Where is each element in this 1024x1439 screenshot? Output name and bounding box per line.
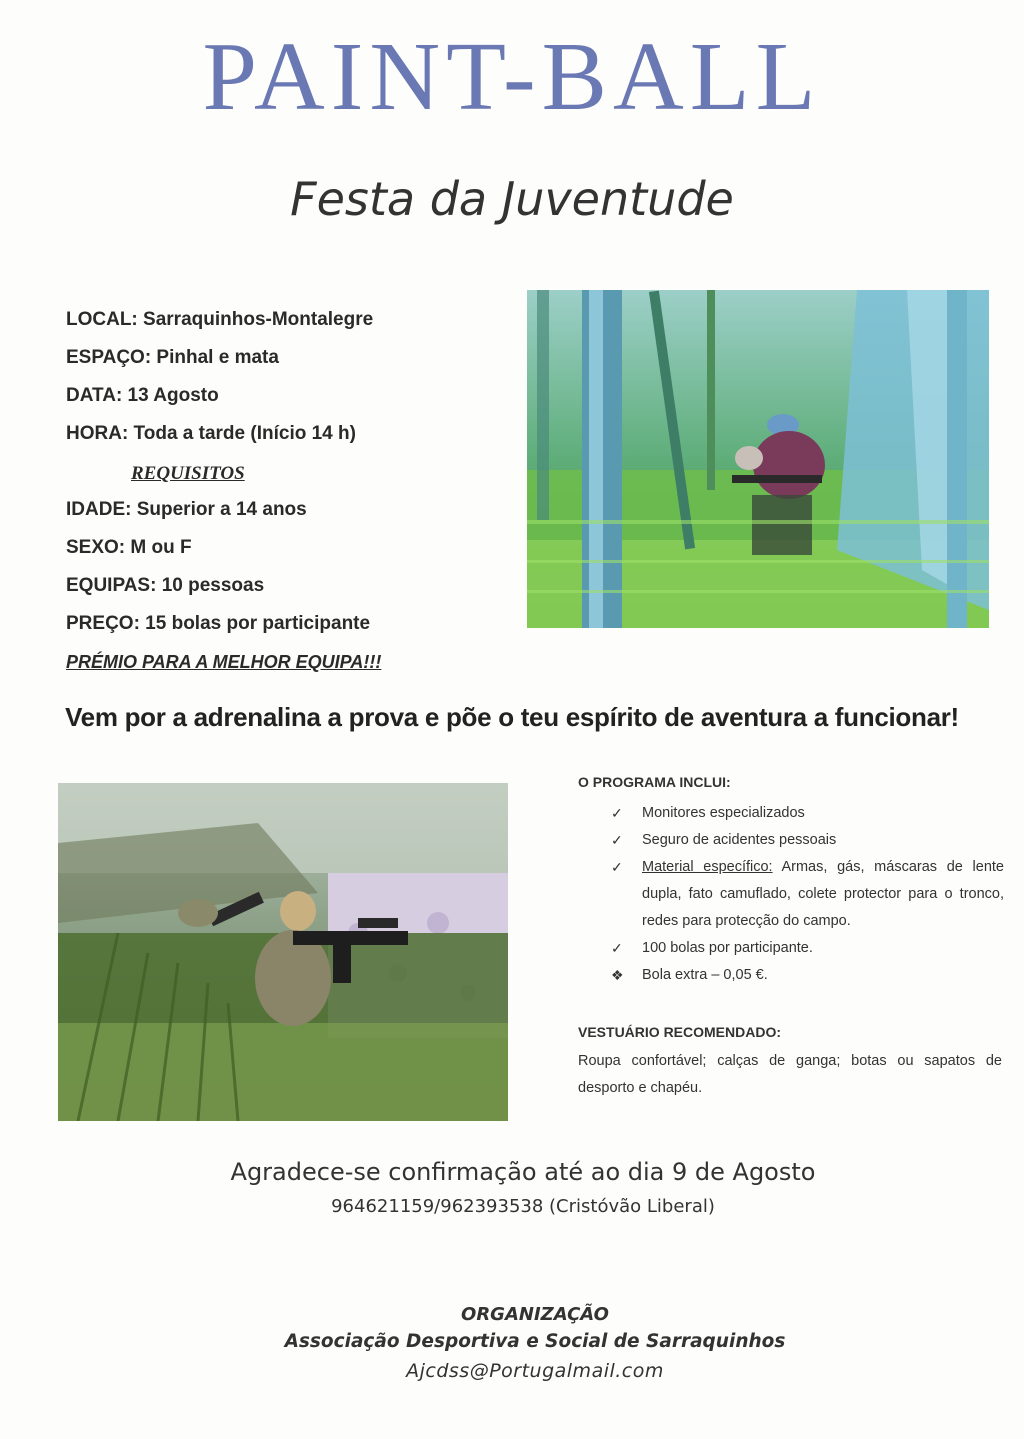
list-item [578, 962, 1004, 989]
confirmation-text: Agradece-se confirmação até ao dia 9 de Agosto [230, 1158, 816, 1186]
organization-email: Ajcdss@Portugalmail.com [406, 1360, 664, 1382]
diamond-bullet-icon: ❖ [611, 967, 624, 983]
camouflaged-player-photo [58, 783, 508, 1121]
clothing-heading: VESTUÁRIO RECOMENDADO: [578, 1024, 782, 1040]
program-item-text: Seguro de acidentes pessoais [642, 832, 837, 848]
program-item-text: Bola extra – 0,05 €. [642, 967, 768, 983]
info-equipas: EQUIPAS: 10 pessoas [66, 575, 265, 596]
organization-heading: ORGANIZAÇÃO [461, 1304, 609, 1325]
info-premio: PRÉMIO PARA A MELHOR EQUIPA!!! [66, 652, 382, 672]
tagline: Vem por a adrenalina a prova e põe o teu espírito de aventura a funcionar! [65, 702, 959, 732]
forest-paintball-photo [527, 290, 989, 628]
page-subtitle: Festa da Juventude [290, 172, 734, 226]
photo1-image [527, 290, 989, 628]
page-title: PAINT-BALL [202, 23, 822, 131]
program-section [578, 774, 1004, 989]
program-item-text: Armas, gás, máscaras de lente dupla, fato camuflado, colete protector para o tronco, redes para protecção do campo. [642, 859, 1004, 929]
check-icon: ✓ [611, 859, 623, 875]
list-item [578, 935, 1004, 962]
requisitos-heading: REQUISITOS [131, 463, 245, 484]
check-icon: ✓ [611, 805, 623, 821]
program-item-text: Monitores especializados [642, 805, 805, 821]
organization-name: Associação Desportiva e Social de Sarraquinhos [284, 1331, 786, 1352]
program-heading: O PROGRAMA INCLUI: [578, 774, 731, 790]
program-list [578, 800, 1004, 989]
list-item [578, 854, 1004, 935]
program-item-label: Material específico: [642, 859, 773, 875]
check-icon: ✓ [611, 832, 623, 848]
info-data: DATA: 13 Agosto [66, 385, 219, 406]
photo2-image [58, 783, 508, 1121]
info-local: LOCAL: Sarraquinhos-Montalegre [66, 309, 374, 330]
check-icon: ✓ [611, 940, 623, 956]
program-item-text: 100 bolas por participante. [642, 940, 813, 956]
organization-block [0, 1302, 1024, 1386]
contact-phone: 964621159/962393538 (Cristóvão Liberal) [331, 1196, 715, 1217]
info-hora: HORA: Toda a tarde (Início 14 h) [66, 423, 356, 444]
list-item [578, 800, 1004, 827]
info-espaco: ESPAÇO: Pinhal e mata [66, 347, 279, 368]
clothing-section [578, 1024, 1002, 1102]
info-preco: PREÇO: 15 bolas por participante [66, 613, 371, 634]
info-idade: IDADE: Superior a 14 anos [66, 499, 307, 520]
event-info [66, 305, 496, 677]
clothing-text: Roupa confortável; calças de ganga; botas ou sapatos de desporto e chapéu. [578, 1053, 1002, 1096]
info-sexo: SEXO: M ou F [66, 537, 192, 558]
list-item [578, 827, 1004, 854]
